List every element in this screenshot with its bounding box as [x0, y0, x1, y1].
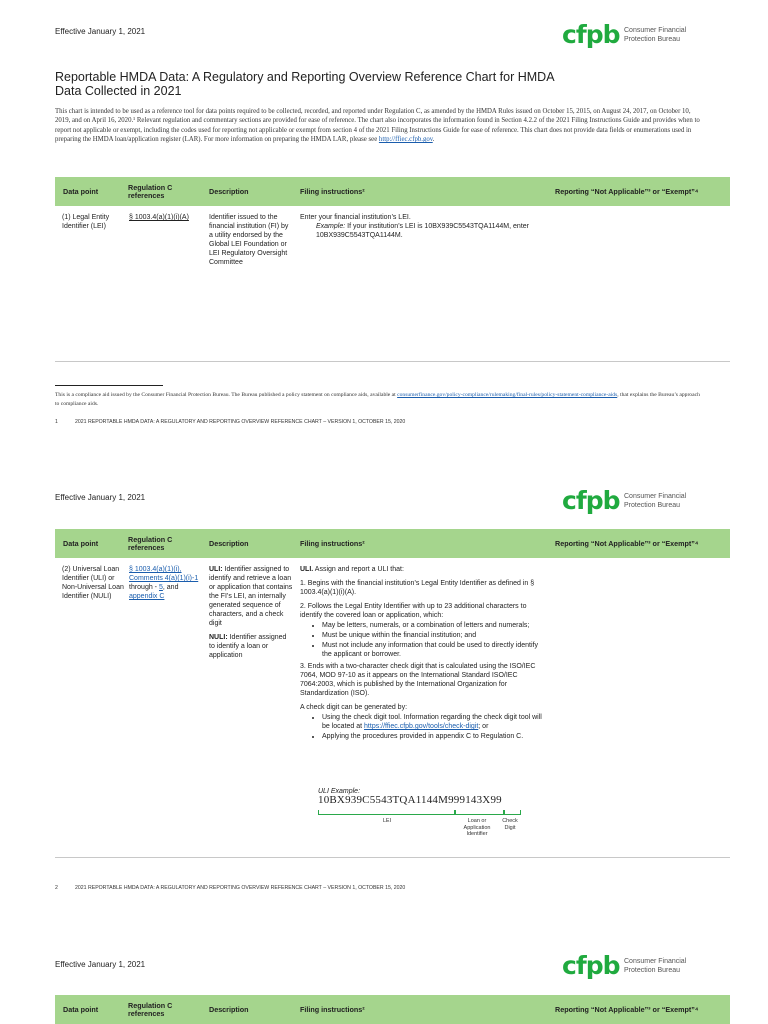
check-digit-intro: A check digit can be generated by: — [300, 704, 408, 711]
header-regulation: Regulation C references — [128, 182, 173, 200]
logo-line2: Protection Bureau — [624, 502, 681, 509]
page2-footer — [55, 885, 405, 891]
header-reporting: Reporting “Not Applicable”³ or “Exempt”⁴ — [555, 1004, 699, 1014]
logo-line1: Consumer Financial — [624, 958, 687, 965]
effective-date-p2: Effective January 1, 2021 — [55, 493, 146, 502]
filing-step-1: 1. Begins with the financial institution’s Legal Entity Identifier as defined in § 1003.4(a)(1)(i)(A). — [300, 580, 535, 596]
page1-number: 1 — [55, 419, 58, 425]
header-data-point: Data point — [63, 186, 99, 196]
page2-number: 2 — [55, 885, 58, 891]
row1-example-text: If your institution’s LEI is 10BX939C5543TQA1144M, enter 10BX939C5543TQA1144M. — [316, 223, 529, 239]
reg-through: through - — [129, 584, 158, 591]
footnote-text: This is a compliance aid issued by the Consumer Financial Protection Bureau. The Bureau published a policy statement on compliance aids, available at — [55, 392, 396, 398]
logo-line2: Protection Bureau — [624, 967, 681, 974]
filing-step-3: 3. Ends with a two-character check digit that is calculated using the ISO/IEC 7064, MOD 97-10 as it appears on the International Standard ISO/IEC 7064:2003, which is published by the International Organization for Standardization (ISO). — [300, 663, 536, 697]
header-filing: Filing instructions² — [300, 1004, 365, 1014]
table-header-p2 — [55, 529, 730, 558]
cfpb-logo-text — [624, 492, 704, 510]
header-description: Description — [209, 538, 249, 548]
uli-example-code: 10BX939C5543TQA1144M999143X99 — [318, 794, 502, 806]
desc-nuli — [209, 633, 293, 660]
document-title: Reportable HMDA Data: A Regulatory and Reporting Overview Reference Chart for HMDA Data Collected in 2021 — [55, 70, 554, 98]
footnote — [55, 391, 703, 408]
page2-footer-text: 2021 REPORTABLE HMDA DATA: A REGULATORY AND REPORTING OVERVIEW REFERENCE CHART – VERSION 1, OCTOBER 15, 2020 — [75, 885, 406, 891]
row1-example — [300, 222, 540, 240]
logo-line1: Consumer Financial — [624, 493, 687, 500]
intro-text: This chart is intended to be used as a reference tool for data points required to be collected, recorded, and reported under Regulation C, as amended by the HMDA Rules issued on October 15, 2015, on August 24, 2017, on October 10, 2019, and on April 16, 2020.¹ Relevant regulation and commentary sections are provided for ease of reference. The chart also incorporates the information found in Section 4.2.2 of the 2021 Filing Instructions Guide and provides when to report not applicable or exempt, including the codes used for reporting not applicable or exempt from section 4 of the 2021 Filing Instructions Guide for ease of reference. This chart does not provide data fields or enumerations used in preparing the HMDA loan/application register (LAR). For more information on preparing the HMDA LAR, please see — [55, 108, 700, 144]
uli-example — [318, 788, 518, 837]
filing-step-2: 2. Follows the Legal Entity Identifier with up to 23 additional characters to identify the covered loan or application, which: — [300, 603, 527, 619]
check-digit-brace — [504, 810, 521, 815]
header-description: Description — [209, 1004, 249, 1014]
row1-data-point: (1) Legal Entity Identifier (LEI) — [62, 214, 110, 230]
loan-id-label: Loan or Application Identifier — [463, 818, 491, 837]
row2-regulation — [129, 565, 203, 601]
effective-date: Effective January 1, 2021 — [55, 27, 146, 36]
uli-example-label: ULI Example: — [318, 788, 361, 795]
row1-regulation-link[interactable]: § 1003.4(a)(1)(i)(A) — [129, 214, 189, 221]
reg-link-appendix-c[interactable]: appendix C — [129, 593, 165, 600]
logo-line2: Protection Bureau — [624, 36, 681, 43]
header-data-point: Data point — [63, 538, 99, 548]
lei-brace — [318, 810, 455, 815]
cfpb-logo-mark: cfpb — [562, 486, 620, 515]
filing-intro — [300, 565, 545, 574]
header-description: Description — [209, 186, 249, 196]
desc-uli-text: Identifier assigned to identify and retrieve a loan or application that contains the FI’s LEI, an internally generated sequence of characters, and a check digit — [209, 566, 293, 627]
desc-nuli-label: NULI: — [209, 634, 228, 641]
effective-date-p3: Effective January 1, 2021 — [55, 960, 146, 969]
footnote-end: , that explains the Bureau’s approach to compliance aids. — [55, 392, 700, 407]
cfpb-logo-p2 — [562, 486, 698, 518]
ffiec-link[interactable]: http://ffiec.cfpb.gov — [378, 136, 433, 144]
check-digit-label: Check Digit — [502, 818, 518, 831]
intro-paragraph — [55, 107, 700, 145]
row2-description — [209, 565, 293, 660]
filing-uli-label: ULI. — [300, 566, 314, 573]
check-digit-link[interactable]: https://ffiec.cfpb.gov/tools/check-digit — [364, 723, 479, 730]
row2-separator — [55, 857, 730, 858]
list-item — [322, 713, 545, 731]
filing-step-2-bullets — [300, 621, 545, 659]
header-regulation: Regulation C references — [128, 1000, 173, 1018]
list-item: • Must be unique within the financial institution; and — [322, 631, 545, 640]
reg-link-comments[interactable]: Comments 4(a)(1)(i)-1 — [129, 575, 199, 582]
page1-footer-text: 2021 REPORTABLE HMDA DATA: A REGULATORY AND REPORTING OVERVIEW REFERENCE CHART – VERSION 1, OCTOBER 15, 2020 — [75, 419, 406, 425]
check-digit-tool-end: ; or — [478, 723, 489, 730]
row1-description: Identifier issued to the financial institution (FI) by a utility endorsed by the Global LEI Foundation or LEI Regulatory Oversight Committee — [209, 214, 289, 266]
desc-uli-label: ULI: — [209, 566, 223, 573]
list-item: • May be letters, numerals, or a combination of letters and numerals; — [322, 621, 545, 630]
header-regulation: Regulation C references — [128, 534, 173, 552]
cfpb-logo-p3 — [562, 951, 698, 983]
intro-end: . — [432, 136, 435, 144]
header-filing: Filing instructions² — [300, 538, 365, 548]
filing-uli-intro: Assign and report a ULI that: — [313, 566, 404, 573]
check-digit-bullets — [300, 713, 545, 741]
cfpb-logo-text — [624, 26, 704, 44]
desc-nuli-text: Identifier assigned to identify a loan or application — [209, 634, 287, 659]
header-reporting: Reporting “Not Applicable”³ or “Exempt”⁴ — [555, 186, 699, 196]
header-data-point: Data point — [63, 1004, 99, 1014]
row1-separator — [55, 361, 730, 362]
page1-footer — [55, 419, 405, 425]
row2-filing — [300, 565, 545, 744]
cfpb-logo-mark: cfpb — [562, 20, 620, 49]
loan-id-brace — [455, 810, 504, 815]
cfpb-logo-text — [624, 957, 704, 975]
check-digit-tool-text: Using the check digit tool. Information regarding the check digit tool will be located at — [322, 714, 542, 730]
row1-example-label: Example: — [316, 223, 346, 230]
reg-link-5[interactable]: 5 — [158, 584, 163, 591]
header-reporting: Reporting “Not Applicable”³ or “Exempt”⁴ — [555, 538, 699, 548]
list-item: • Applying the procedures provided in appendix C to Regulation C. — [322, 732, 545, 741]
table-header — [55, 177, 730, 206]
cfpb-logo — [562, 20, 698, 52]
reg-link-1003-4a1i[interactable]: § 1003.4(a)(1)(i), — [129, 566, 182, 573]
logo-line1: Consumer Financial — [624, 27, 687, 34]
compliance-aids-link[interactable]: consumerfinance.gov/policy-compliance/rulemaking/final-rules/policy-statement-compliance-aids — [397, 392, 618, 398]
lei-label: LEI — [382, 818, 392, 824]
reg-and: , and — [162, 584, 179, 591]
cfpb-logo-mark: cfpb — [562, 951, 620, 980]
row1-filing-line: Enter your financial institution’s LEI. — [300, 214, 411, 221]
header-filing: Filing instructions² — [300, 186, 365, 196]
row1-filing — [300, 213, 540, 240]
list-item: • Must not include any information that could be used to directly identify the applicant or borrower. — [322, 641, 545, 659]
row2-data-point: (2) Universal Loan Identifier (ULI) or Non-Universal Loan Identifier (NULI) — [62, 566, 124, 600]
table-header-p3 — [55, 995, 730, 1024]
footnote-rule — [55, 385, 163, 386]
desc-uli — [209, 565, 293, 628]
